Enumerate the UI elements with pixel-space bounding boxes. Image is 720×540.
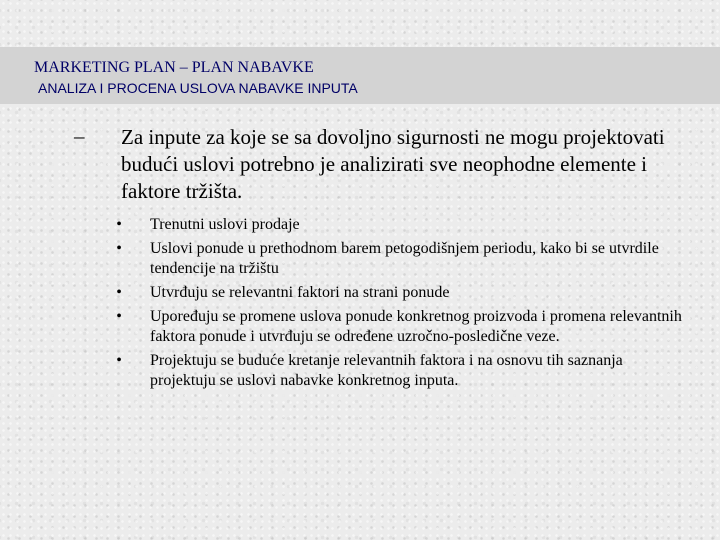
bullet-icon: • — [116, 308, 122, 325]
bullet-text: Trenutni uslovi prodaje — [150, 216, 300, 233]
bullet-icon: • — [116, 216, 122, 233]
bullet-icon: • — [116, 284, 122, 301]
slide-title: MARKETING PLAN – PLAN NABAVKE — [34, 59, 314, 76]
bullet-item — [112, 215, 712, 235]
slide-subtitle: ANALIZA I PROCENA USLOVA NABAVKE INPUTA — [38, 80, 358, 96]
bullet-item — [112, 239, 712, 279]
main-point-text: Za inpute za koje se sa dovoljno sigurnosti ne mogu projektovati budući uslovi potrebno je analizirati sve neophodne elemente i faktore tržišta. — [121, 125, 665, 203]
bullet-text: Upoređuju se promene uslova ponude konkretnog proizvoda i promena relevantnih faktora ponude i utvrđuju se određene uzročno-posledične veze. — [150, 308, 682, 345]
bullet-item — [112, 283, 712, 303]
bullet-text: Uslovi ponude u prethodnom barem petogodišnjem periodu, kako bi se utvrdile tendencije na tržištu — [150, 240, 659, 277]
bullet-icon: • — [116, 352, 122, 369]
bullet-text: Projektuju se buduće kretanje relevantnih faktora i na osnovu tih saznanja projektuju se uslovi nabavke konkretnog inputa. — [150, 352, 623, 389]
bullet-item — [112, 307, 712, 347]
bullet-list — [112, 215, 712, 395]
bullet-text: Utvrđuju se relevantni faktori na strani ponude — [150, 284, 450, 301]
main-point-dash: – — [74, 124, 85, 148]
bullet-icon: • — [116, 240, 122, 257]
bullet-item — [112, 351, 712, 391]
